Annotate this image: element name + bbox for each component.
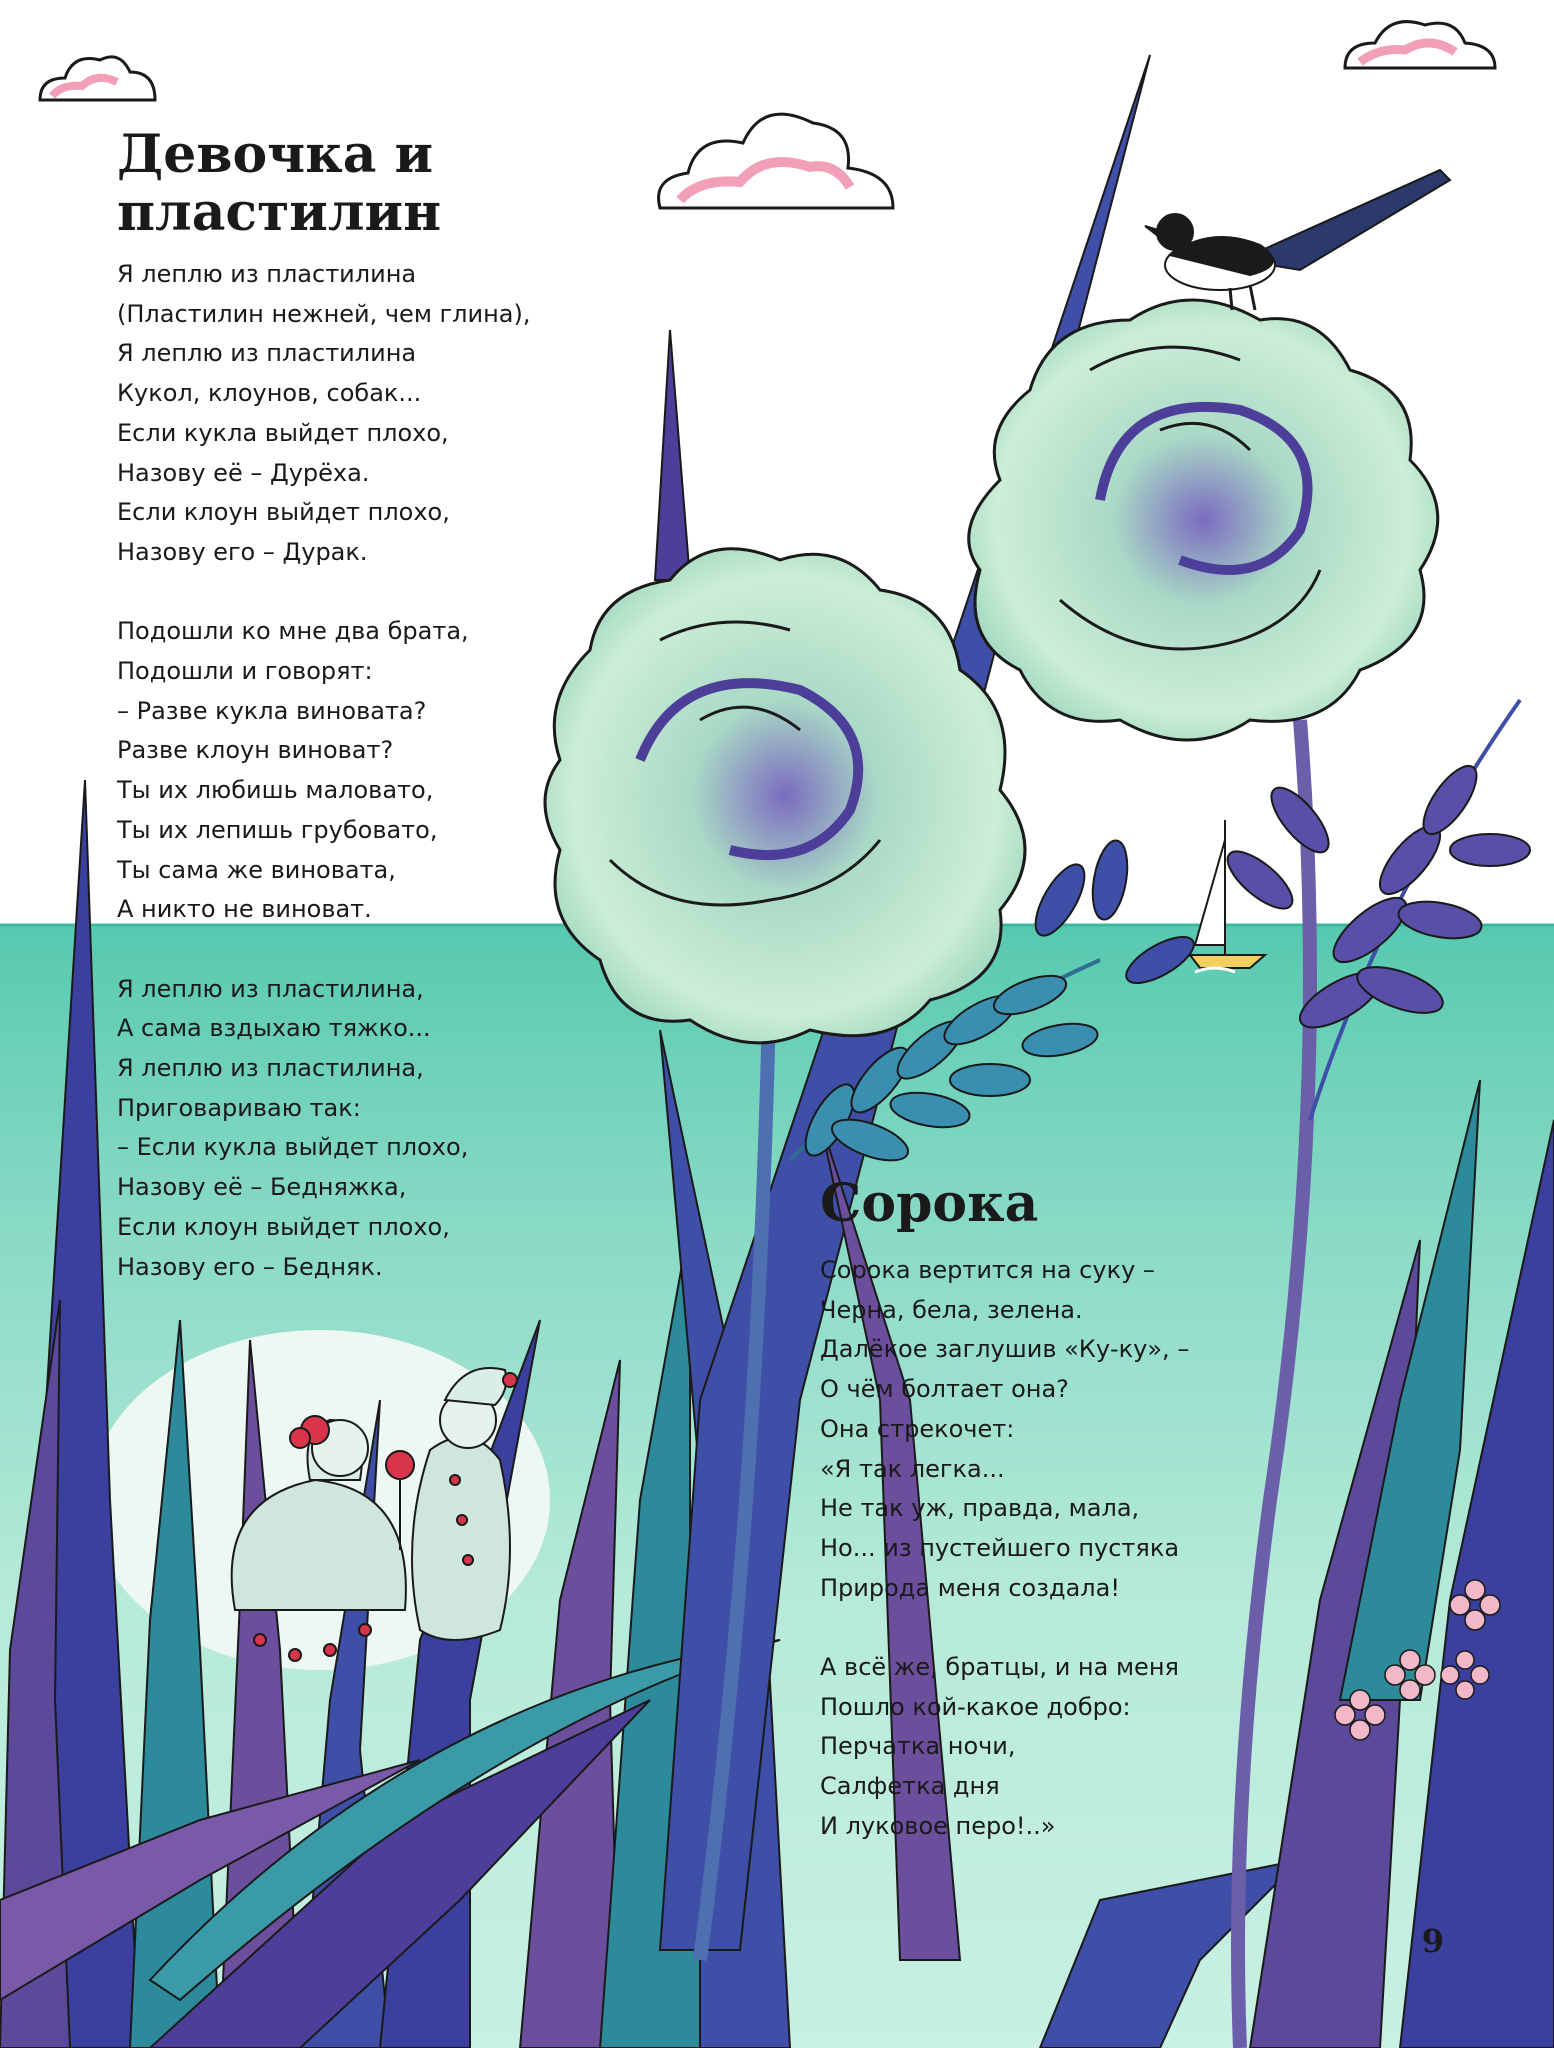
poem-line: Салфетка дня (820, 1772, 1000, 1801)
poem-line: Я леплю из пластилина (117, 339, 417, 368)
stanza (820, 1648, 1189, 1847)
poem-title-line-1: Девочка и (117, 124, 434, 185)
poem-title (117, 126, 441, 242)
poem-line: И луковое перо!..» (820, 1811, 1056, 1840)
poem-line: О чём болтает она? (820, 1375, 1069, 1404)
poem-line: Кукол, клоунов, собак... (117, 379, 422, 408)
poem-line: Если клоун выйдет плохо, (117, 498, 450, 527)
poem-line: Если клоун выйдет плохо, (117, 1212, 450, 1241)
poem-text (820, 1251, 1189, 1847)
poem-line: «Я так легка... (820, 1454, 1005, 1483)
poem-line: Я леплю из пластилина (117, 260, 417, 288)
stanza (117, 255, 531, 573)
poem-title (820, 1175, 1038, 1233)
page-number: 9 (1421, 1922, 1444, 1960)
cloud-icon (40, 57, 155, 100)
poem-line: Если кукла выйдет плохо, (117, 418, 449, 447)
stanza (117, 612, 531, 930)
poem-line: Назову её – Бедняжка, (117, 1173, 407, 1202)
cabbage-flower (969, 300, 1438, 740)
poem-line: Подошли ко мне два брата, (117, 617, 469, 646)
poem-line: Она стрекочет: (820, 1414, 1015, 1443)
stanza (820, 1251, 1189, 1608)
poem-line: Не так уж, правда, мала, (820, 1494, 1140, 1523)
poem-line: А всё же, братцы, и на меня (820, 1653, 1179, 1682)
cabbage-flower (545, 549, 1025, 1043)
poem-line: Сорока вертится на суку – (820, 1256, 1155, 1284)
poem-line: Ты сама же виновата, (117, 855, 396, 884)
poem-title-line-2: пластилин (117, 182, 442, 243)
poem-line: – Если кукла выйдет плохо, (117, 1133, 469, 1162)
poem-line: Далёкое заглушив «Ку-ку», – (820, 1335, 1190, 1364)
poem-line: Черна, бела, зелена. (820, 1295, 1083, 1324)
poem-line: (Пластилин нежней, чем глина), (117, 299, 531, 328)
magpie-bird (1145, 170, 1450, 310)
poem-line: Разве клоун виноват? (117, 736, 394, 765)
poem-line: Ты их лепишь грубовато, (117, 815, 438, 844)
poem-line: Назову его – Бедняк. (117, 1252, 383, 1281)
poem-line: Подошли и говорят: (117, 657, 373, 686)
poem-line: Пошло кой-какое добро: (820, 1692, 1131, 1721)
poem-line: А сама вздыхаю тяжко... (117, 1014, 431, 1043)
poem-line: Но... из пустейшего пустяка (820, 1533, 1180, 1562)
poem-line: – Разве кукла виновата? (117, 696, 427, 725)
poem-line: Ты их любишь маловато, (117, 776, 434, 805)
poem-line: Природа меня создала! (820, 1573, 1120, 1602)
poem-line: Приговариваю так: (117, 1093, 361, 1122)
poem-line: Я леплю из пластилина, (117, 1054, 424, 1083)
poem-line: Назову его – Дурак. (117, 537, 368, 566)
stanza (117, 970, 531, 1288)
poem-line: А никто не виноват. (117, 895, 372, 924)
poem-line: Перчатка ночи, (820, 1732, 1016, 1761)
poem-line: Назову её – Дурёха. (117, 458, 370, 487)
poem-title-line-1: Сорока (820, 1173, 1039, 1234)
cloud-icon (1345, 22, 1495, 68)
cloud-icon (659, 114, 893, 208)
poem-line: Я леплю из пластилина, (117, 974, 424, 1003)
poem-text (117, 255, 531, 1287)
